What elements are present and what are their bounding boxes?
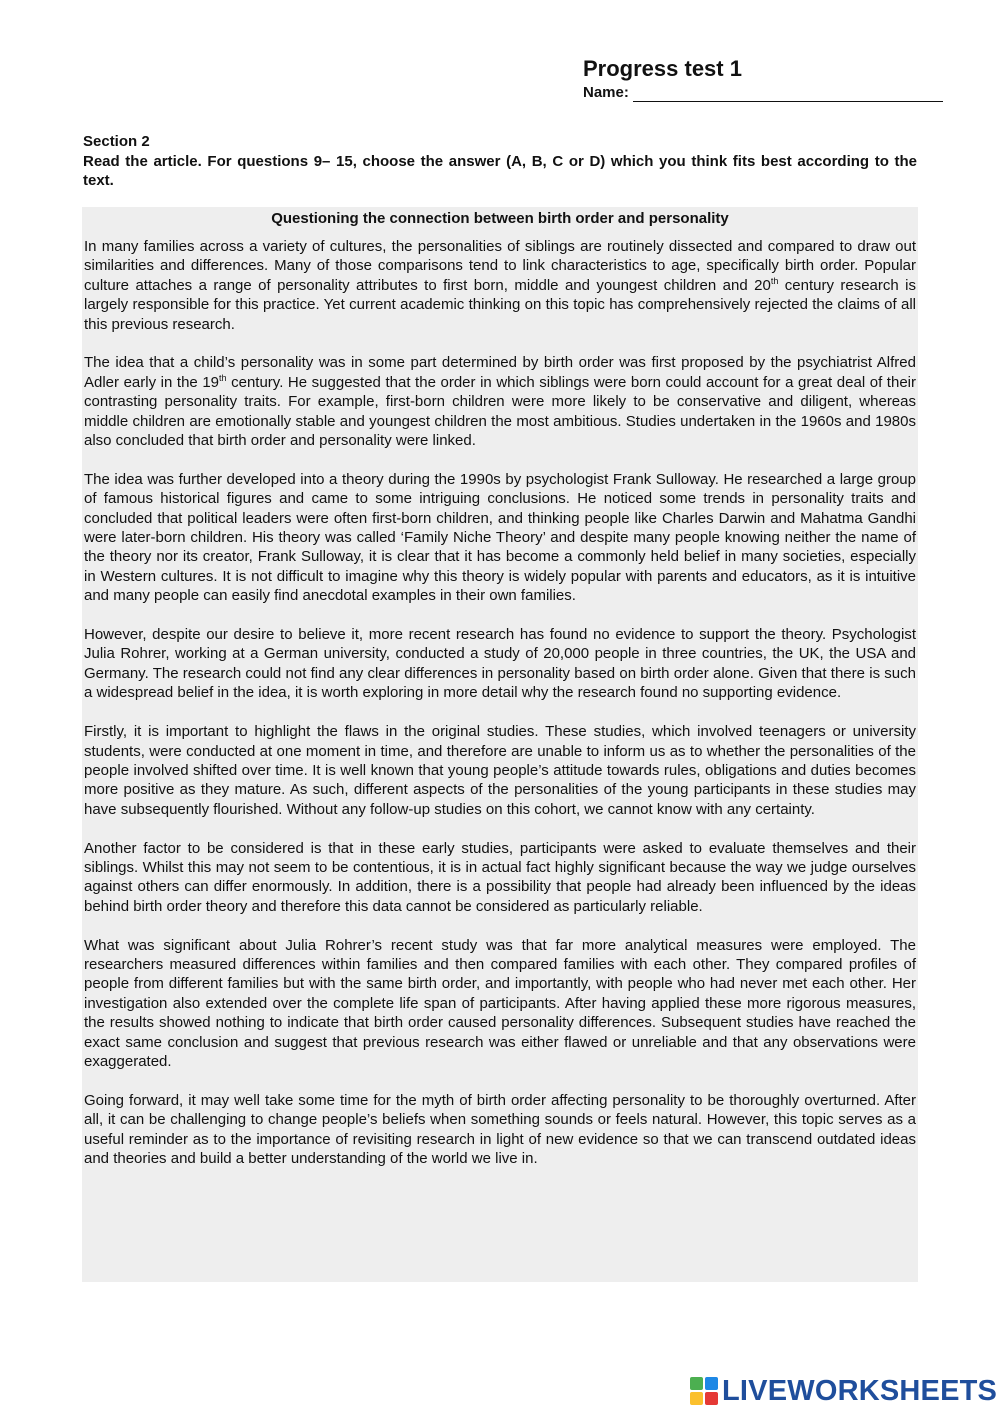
article-paragraph-3: The idea was further developed into a theory during the 1990s by psychologist Frank Sulloway. He researched a large group of famous historical figures and came to some intriguing conclusions. He noticed some trends in personality traits and concluded that political leaders were often first-born children, and thinking people like Charles Darwin and Mahatma Gandhi were later-born children. His theory was called ‘Family Niche Theory’ and despite many people knowing neither the name of the theory nor its creator, Frank Sulloway, it is clear that it has become a commonly held belief in many societies, especially in Western cultures. It is not difficult to imagine why this theory is widely popular with parents and educators, as it is intuitive and many people can easily find anecdotal examples in their own families. xyxy=(84,470,916,605)
name-field-row xyxy=(583,84,953,102)
article-paragraph-1: In many families across a variety of cultures, the personalities of siblings are routinely dissected and compared to draw out similarities and differences. Many of those comparisons tend to link characteristics to age, specifically birth order. Popular culture attaches a range of personality attributes to first born, middle and youngest children and 20th century research is largely responsible for this practice. Yet current academic thinking on this topic has comprehensively rejected the claims of all this previous research. xyxy=(84,238,916,333)
logo-square-3 xyxy=(690,1392,703,1405)
page-title: Progress test 1 xyxy=(583,56,742,81)
liveworksheets-logo xyxy=(690,1376,997,1406)
logo-square-4 xyxy=(705,1392,718,1405)
name-blank-line xyxy=(633,87,943,102)
section-heading: Section 2 xyxy=(83,133,150,150)
article-box xyxy=(82,207,918,1282)
article-paragraph-6: Another factor to be considered is that in these early studies, participants were asked to evaluate themselves and their siblings. Whilst this may not seem to be contentious, it is in actual fact highly significant because the way we judge ourselves against others can differ enormously. In addition, there is a possibility that people had already been influenced by the ideas behind birth order theory and therefore this data cannot be considered as particularly reliable. xyxy=(84,839,916,915)
test-header xyxy=(583,56,953,102)
logo-text: LIVEWORKSHEETS xyxy=(722,1375,998,1407)
logo-square-1 xyxy=(690,1377,703,1390)
article-paragraph-4: However, despite our desire to believe it, more recent research has found no evidence to support the theory. Psychologist Julia Rohrer, working at a German university, conducted a study of 20,000 people in three countries, the UK, the USA and Germany. The research could not find any clear differences in personality based on birth order alone. Given that there is such a widespread belief in the idea, it is worth exploring in more detail why the research found no supporting evidence. xyxy=(84,626,916,702)
section-instructions: Read the article. For questions 9– 15, choose the answer (A, B, C or D) which you think fits best according to the text. xyxy=(83,152,917,189)
section-intro xyxy=(83,132,917,191)
article-paragraph-2: The idea that a child’s personality was in some part determined by birth order was first proposed by the psychiatrist Alfred Adler early in the 19th century. He suggested that the order in which siblings were born could account for a great deal of their contrasting personality traits. For example, first-born children were more likely to be conservative and diligent, whereas middle children are emotionally stable and youngest children the most ambitious. Studies undertaken in the 1960s and 1980s also concluded that birth order and personality were linked. xyxy=(84,354,916,450)
liveworksheets-grid-icon xyxy=(690,1377,718,1405)
article-paragraph-8: Going forward, it may well take some time for the myth of birth order affecting personality to be thoroughly overturned. After all, it can be challenging to change people’s beliefs when something sounds or feels natural. However, this topic serves as a useful reminder as to the importance of revisiting research in light of new evidence so that we can transcend outdated ideas and theories and build a better understanding of the world we live in. xyxy=(84,1091,916,1167)
article-paragraph-7: What was significant about Julia Rohrer’s recent study was that far more analytical measures were employed. The researchers measured differences within families and then compared families with each other. They compared profiles of people from different families but with the same birth order, and importantly, with people who had never met each other. Her investigation also extended over the complete life span of participants. After having applied these more rigorous measures, the results showed nothing to indicate that birth order caused personality differences. Subsequent studies have reached the exact same conclusion and suggest that previous research was either flawed or unreliable and that any observations were exaggerated. xyxy=(84,936,916,1070)
name-label: Name: xyxy=(583,84,629,101)
article-paragraph-5: Firstly, it is important to highlight the flaws in the original studies. These studies, which involved teenagers or university students, were conducted at one moment in time, and therefore are unable to inform us as to whether the personalities of the people involved shifted over time. It is well known that young people’s attitude towards rules, obligations and duties becomes more positive as they mature. As such, different aspects of the personalities of the young participants in these studies may have subsequently flourished. Without any follow-up studies on this cohort, we cannot know with any certainty. xyxy=(84,723,916,818)
logo-square-2 xyxy=(705,1377,718,1390)
article-title: Questioning the connection between birth order and personality xyxy=(271,210,729,227)
